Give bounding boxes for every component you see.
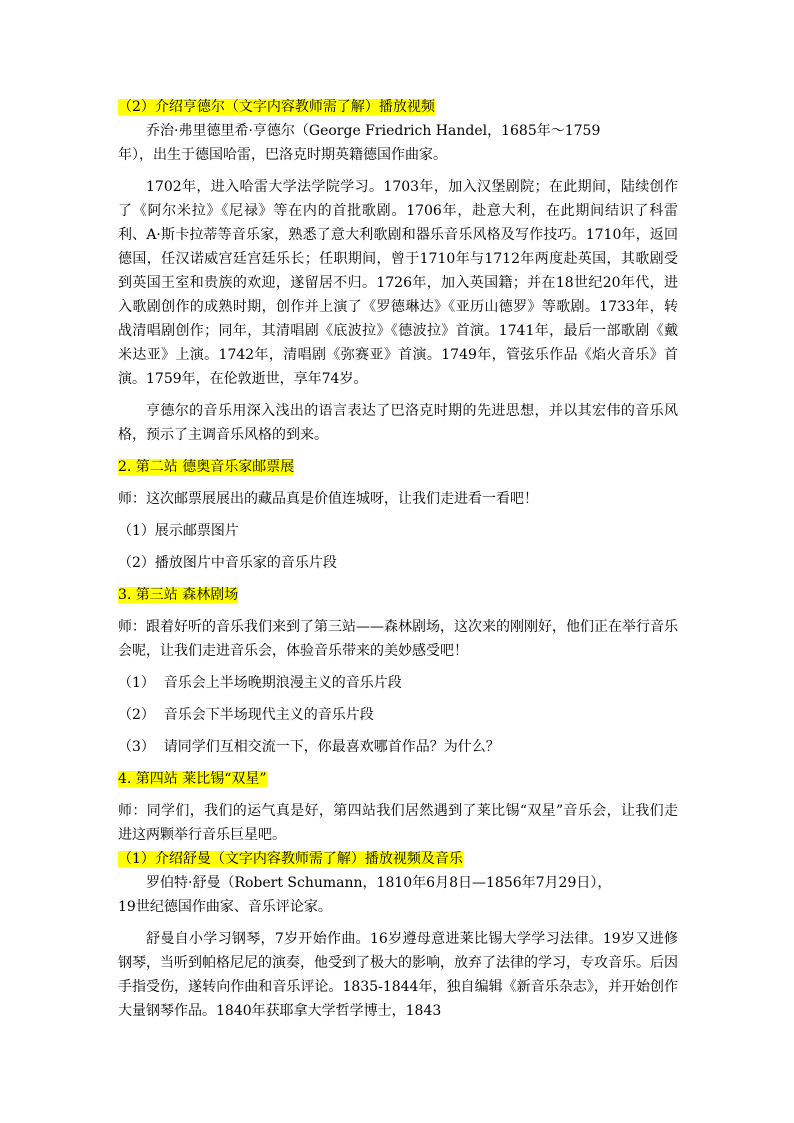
handel-intro-line-1: 乔治·弗里德里希·亨德尔（George Friedrich Handel，1685年～1759 xyxy=(146,123,601,139)
station-2-item-1: （1）展示邮票图片 xyxy=(118,523,239,539)
heading-station-3 xyxy=(118,583,678,607)
station-3-item-2: （2） 音乐会下半场现代主义的音乐片段 xyxy=(118,707,374,723)
station-2-item-2: （2）播放图片中音乐家的音乐片段 xyxy=(118,555,337,571)
station-3-teacher-line: 师：跟着好听的音乐我们来到了第三站——森林剧场，这次来的刚刚好，他们正在举行音乐会呢，让我们走进音乐会，体验音乐带来的美妙感受吧！ xyxy=(118,619,678,659)
schumann-intro-line-2: 19世纪德国作曲家、音乐评论家。 xyxy=(118,899,332,915)
highlighted-heading: 2. 第二站 德奥音乐家邮票展 xyxy=(118,459,295,475)
station-4-teacher-line: 师：同学们，我们的运气真是好，第四站我们居然遇到了莱比锡“双星”音乐会，让我们走进这两颗举行音乐巨星吧。 xyxy=(118,803,678,843)
handel-biography: 1702年，进入哈雷大学法学院学习。1703年，加入汉堡剧院；在此期间，陆续创作了《阿尔米拉》《尼禄》等在内的首批歌剧。1706年，赴意大利，在此期间结识了科雷利、A·斯卡拉蒂等音乐家，熟悉了意大利歌剧和器乐音乐风格及写作技巧。1710年，返回德国，任汉诺威宫廷宫廷乐长；任职期间，曾于1710年与1712年两度赴英国，其歌剧受到英国王室和贵族的欢迎，遂留居不归。1726年，加入英国籍；并在18世纪20年代，进入歌剧创作的成熟时期，创作并上演了《罗德琳达》《亚历山德罗》等歌剧。1733年，转战清唱剧创作；同年，其清唱剧《底波拉》《德波拉》首演。1741年，最后一部歌剧《戴米达亚》上演。1742年，清唱剧《弥赛亚》首演。1749年，管弦乐作品《焰火音乐》首演。1759年，在伦敦逝世，享年74岁。 xyxy=(118,179,678,387)
schumann-biography: 舒曼自小学习钢琴，7岁开始作曲。16岁遵母意进莱比锡大学学习法律。19岁又进修钢琴，当听到帕格尼尼的演奏，他受到了极大的影响，放弃了法律的学习，专攻音乐。后因手指受伤，遂转向作曲和音乐评论。1835-1844年，独自编辑《新音乐杂志》，并开始创作大量钢琴作品。1840年获耶拿大学哲学博士，1843 xyxy=(118,931,678,1019)
heading-schumann xyxy=(118,847,678,871)
heading-handel xyxy=(118,95,678,119)
station-3-item-1: （1） 音乐会上半场晚期浪漫主义的音乐片段 xyxy=(118,675,402,691)
schumann-intro-line-1: 罗伯特·舒曼（Robert Schumann，1810年6月8日—1856年7月29日）， xyxy=(146,875,612,891)
highlighted-heading: （1）介绍舒曼（文字内容教师需了解）播放视频及音乐 xyxy=(118,851,463,867)
handel-intro-line-2: 年），出生于德国哈雷，巴洛克时期英籍德国作曲家。 xyxy=(118,147,447,163)
heading-station-4 xyxy=(118,767,678,791)
document-page xyxy=(118,95,678,1023)
highlighted-heading: （2）介绍亨德尔（文字内容教师需了解）播放视频 xyxy=(118,99,435,115)
highlighted-heading: 3. 第三站 森林剧场 xyxy=(118,587,239,603)
heading-station-2 xyxy=(118,455,678,479)
handel-summary: 亨德尔的音乐用深入浅出的语言表达了巴洛克时期的先进思想，并以其宏伟的音乐风格，预示了主调音乐风格的到来。 xyxy=(118,403,678,443)
station-3-item-3: （3） 请同学们互相交流一下，你最喜欢哪首作品？为什么？ xyxy=(118,739,500,755)
station-2-teacher-line: 师：这次邮票展展出的藏品真是价值连城呀，让我们走进看一看吧！ xyxy=(118,491,538,507)
highlighted-heading: 4. 第四站 莱比锡“双星” xyxy=(118,771,267,787)
